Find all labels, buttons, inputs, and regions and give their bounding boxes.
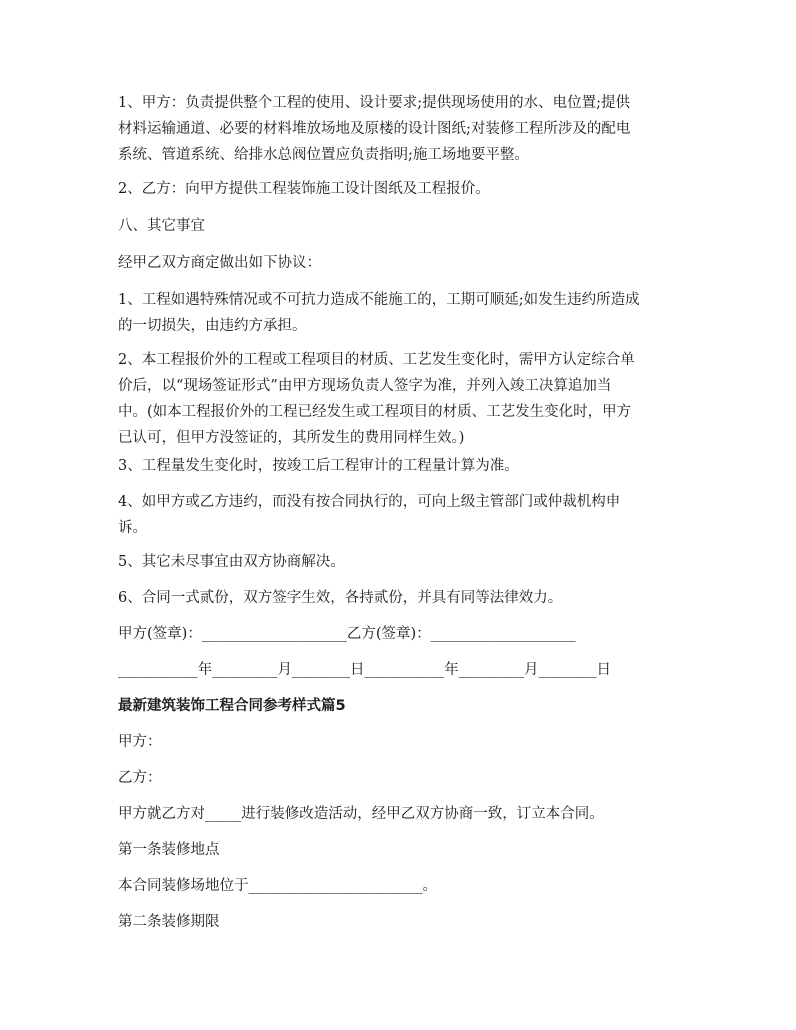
paragraph-line: 2、乙方：向甲方提供工程装饰施工设计图纸及工程报价。: [118, 181, 490, 197]
paragraph-line: 诉。: [118, 520, 147, 536]
paragraph-line: 本合同装修场地位于________________________。: [118, 878, 437, 894]
paragraph-line: 1、甲方：负责提供整个工程的使用、设计要求;提供现场使用的水、电位置;提供: [118, 95, 630, 111]
paragraph: [118, 621, 686, 647]
paragraph-line: 6、合同一式贰份，双方签字生效，各持贰份，并具有同等法律效力。: [118, 590, 563, 606]
paragraph: [118, 176, 686, 202]
paragraph: [118, 765, 686, 791]
paragraph: [118, 909, 686, 935]
paragraph-line: 第二条装修期限: [118, 914, 220, 930]
paragraph: [118, 549, 686, 575]
paragraph-line: 中。(如本工程报价外的工程已经发生或工程项目的材质、工艺发生变化时，甲方: [118, 404, 632, 420]
paragraph-line: 4、如甲方或乙方违约，而没有按合同执行的，可向上级主管部门或仲裁机构申: [118, 494, 621, 510]
paragraph: [118, 489, 686, 541]
paragraph-line: ___________年_________月________日___________年_________月________日: [118, 662, 611, 678]
paragraph-line: 已认可，但甲方没签证的，其所发生的费用同样生效。): [118, 430, 465, 446]
paragraph-line: 材料运输通道、必要的材料堆放场地及原楼的设计图纸;对装修工程所涉及的配电: [118, 121, 631, 137]
paragraph: [118, 873, 686, 899]
paragraph-line: 第一条装修地点: [118, 842, 220, 858]
paragraph-line: 2、本工程报价外的工程或工程项目的材质、工艺发生变化时，需甲方认定综合单: [118, 352, 635, 368]
paragraph-line: 最新建筑装饰工程合同参考样式篇5: [118, 698, 346, 714]
paragraph-line: 5、其它未尽事宜由双方协商解决。: [118, 554, 345, 570]
paragraph-line: 的一切损失，由违约方承担。: [118, 318, 307, 334]
paragraph-line: 甲方：: [118, 734, 162, 750]
paragraph-line: 甲方(签章)：____________________乙方(签章)：____________________: [118, 626, 576, 642]
paragraph-line: 经甲乙双方商定做出如下协议：: [118, 255, 321, 271]
section-heading: [118, 693, 686, 719]
paragraph-line: 甲方就乙方对_____进行装修改造活动，经甲乙双方协商一致，订立本合同。: [118, 806, 604, 822]
paragraph: [118, 213, 686, 239]
paragraph-line: 价后，以“现场签证形式”由甲方现场负责人签字为准，并列入竣工决算追加当: [118, 378, 612, 394]
paragraph: [118, 837, 686, 863]
paragraph-line: 乙方：: [118, 770, 162, 786]
paragraph: [118, 250, 686, 276]
paragraph: [118, 729, 686, 755]
paragraph: [118, 287, 686, 339]
paragraph-line: 1、工程如遇特殊情况或不可抗力造成不能施工的，工期可顺延;如发生违约所造成: [118, 292, 640, 308]
paragraph-line: 系统、管道系统、给排水总阀位置应负责指明;施工场地要平整。: [118, 147, 529, 163]
paragraph: [118, 585, 686, 611]
paragraph: [118, 657, 686, 683]
paragraph-line: 3、工程量发生变化时，按竣工后工程审计的工程量计算为准。: [118, 458, 519, 474]
paragraph: [118, 347, 686, 451]
paragraph: [118, 453, 686, 479]
paragraph: [118, 801, 686, 827]
paragraph-line: 八、其它事宜: [118, 218, 205, 234]
paragraph: [118, 90, 686, 168]
